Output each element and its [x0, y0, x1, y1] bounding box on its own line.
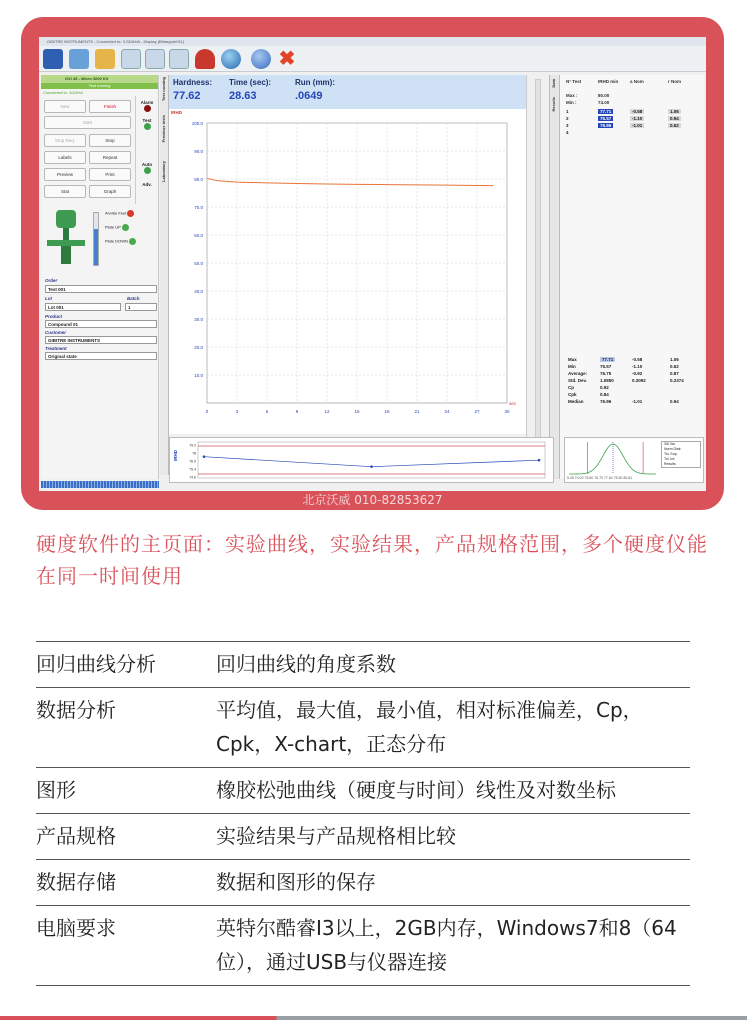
edit-graph-icon[interactable]	[145, 49, 165, 69]
x-tick-label: 30	[504, 409, 510, 414]
watermark: 北京沃威 010-82853627	[302, 493, 443, 507]
x-chart-tick: 76.0	[189, 459, 196, 464]
col-header: IRHD min	[598, 79, 619, 84]
col-header: N° Test	[566, 79, 582, 84]
tab-test-running[interactable]: Test running	[161, 77, 166, 101]
spec-row	[36, 906, 690, 986]
treatment-field[interactable]: Original state	[45, 352, 157, 360]
batch-label: Batch	[127, 296, 140, 301]
stat-cell: Average:	[568, 371, 588, 376]
stat-cell: 0.92	[600, 385, 609, 390]
tab-previous-tests[interactable]: Previous tests	[161, 115, 166, 143]
connected-label: Connected to: 3GDHA	[43, 90, 83, 95]
x-tick-label: 0	[205, 409, 209, 414]
stat-cell: -1.10	[632, 364, 643, 369]
legend-item: Tol. Sup.	[664, 452, 678, 456]
y-tick-label: 30.0	[194, 317, 203, 322]
stat-cell: 0.84	[600, 392, 609, 397]
x-chart-area	[198, 442, 545, 478]
customer-field[interactable]: GIBITRE INSTRUMENTS	[45, 336, 157, 344]
stat-cell: -1.01	[632, 399, 643, 404]
legend-item: Tol. Inf.	[664, 457, 676, 461]
stat-cell: Cpk	[568, 392, 577, 397]
spec-key: 回归曲线分析	[36, 652, 156, 676]
close-icon[interactable]: ✖	[278, 48, 296, 70]
y-tick-label: 40.0	[194, 289, 203, 294]
x-chart-tick: 78	[192, 451, 196, 456]
customer-label: Customer	[45, 330, 67, 335]
auto-label[interactable]: Auto	[141, 162, 153, 167]
spec-row	[36, 642, 690, 688]
stat-cell: 75.57	[600, 364, 612, 369]
results-panel	[549, 75, 704, 479]
preview-button[interactable]: Preview	[44, 168, 86, 181]
legend-item: Norm Distr.	[664, 447, 682, 451]
table-cell: -0.58	[632, 109, 643, 114]
connect-icon[interactable]	[43, 49, 63, 69]
edit-graph-2-icon[interactable]	[169, 49, 189, 69]
software-screenshot	[39, 37, 706, 491]
col-header: a Nom	[630, 79, 644, 84]
stat-cell: 0.2374	[670, 378, 684, 383]
y-tick-label: 80.0	[194, 177, 203, 182]
graph-icon[interactable]	[121, 49, 141, 69]
indicator-plate-down: Plate DOWN	[105, 238, 136, 245]
auto-indicator	[144, 167, 151, 174]
distribution-panel	[564, 437, 704, 483]
chart-icon[interactable]	[69, 49, 89, 69]
distribution-legend	[661, 441, 701, 468]
labels-button[interactable]: Labels	[44, 151, 86, 164]
x-tick-label: 9	[295, 409, 299, 414]
x-tick-label: 15	[354, 409, 360, 414]
indicator-plate-up: Plate UP	[105, 224, 129, 231]
table-cell: 77.71	[600, 109, 612, 114]
batch-field[interactable]: 1	[125, 303, 157, 311]
spec-key: 图形	[36, 778, 76, 802]
test-indicator	[144, 123, 151, 130]
instrument-area	[41, 204, 158, 276]
legend-item: 3/5 Var	[664, 442, 676, 446]
footer-bar	[0, 1016, 747, 1020]
lot-field[interactable]: Lot 001	[45, 303, 121, 311]
table-cell: 0.62	[670, 123, 679, 128]
spec-value: 回归曲线的角度系数	[216, 652, 396, 676]
stat-cell: 0.3092	[632, 378, 646, 383]
alarm-indicator	[144, 105, 151, 112]
readout-header	[169, 75, 526, 109]
tab-data[interactable]: Data	[551, 79, 556, 88]
tab-laboratory[interactable]: Laboratory	[161, 161, 166, 182]
table-cell: 3	[566, 123, 569, 128]
hardness-value: 77.62	[173, 90, 201, 102]
limit-label: Min :	[566, 100, 577, 105]
table-cell: 2	[566, 116, 569, 121]
x-tick-label: 6	[265, 409, 269, 414]
stat-cell: Median	[568, 399, 584, 404]
spec-value: 数据和图形的保存	[216, 870, 376, 894]
spec-key: 产品规格	[36, 824, 116, 848]
table-cell: 0.94	[670, 116, 679, 121]
alarm-label: Alarm	[140, 100, 154, 105]
figure-caption: 硬度软件的主页面：实验曲线，实验结果，产品规格范围，多个硬度仪能在同一时间使用	[36, 532, 708, 588]
y-tick-label: 100.0	[191, 121, 203, 126]
tab-results[interactable]: Results	[551, 97, 556, 112]
treatment-label: Treatment	[45, 346, 67, 351]
table-cell: -1.10	[632, 116, 643, 121]
order-label: Order	[45, 278, 58, 283]
x-tick-label: 18	[384, 409, 390, 414]
x-chart-point	[370, 465, 373, 468]
test-running-bar: Test running	[41, 83, 158, 89]
y-tick-label: 90.0	[194, 149, 203, 154]
window-title: GIBITRE INSTRUMENTS - Connected to: 3.GDAHA - Display (Bihargrub011)	[39, 37, 706, 46]
print-button[interactable]: Print	[89, 168, 131, 181]
time-value: 28.63	[229, 90, 257, 102]
spec-key: 数据分析	[36, 698, 116, 722]
x-chart-point	[538, 459, 541, 462]
order-fields	[41, 276, 158, 376]
stat-cell: 76.96	[600, 399, 612, 404]
test-label: Test	[142, 118, 152, 123]
x-chart-axis-label: IRHD	[173, 450, 178, 461]
run-label: Run (mm):	[295, 78, 335, 87]
spec-value: 英特尔酷睿I3以上，2GB内存，Windows7和8（64位），通过USB与仪器连接	[216, 916, 677, 974]
stat-cell: Cp	[568, 385, 574, 390]
left-panel	[41, 75, 159, 479]
x-tick-label: 24	[444, 409, 450, 414]
y-tick-label: 70.0	[194, 205, 203, 210]
table-cell: 75.57	[600, 116, 612, 121]
instrument-illustration	[47, 210, 85, 264]
spec-value: 实验结果与产品规格相比较	[216, 824, 456, 848]
spec-key: 电脑要求	[36, 916, 116, 940]
repeat-button[interactable]: Repeat	[89, 151, 131, 164]
spec-row	[36, 860, 690, 906]
hardness-chart	[169, 109, 526, 434]
x-chart-tick: 79.2	[189, 443, 196, 448]
run-value: .0649	[295, 90, 323, 102]
legend-item: Results	[664, 462, 676, 466]
screenshot-frame	[21, 17, 724, 510]
stat-cell: 77.71	[602, 357, 614, 362]
level-bar	[93, 212, 99, 266]
table-cell: 1	[566, 109, 569, 114]
stat-cell: 1.06	[670, 357, 679, 362]
spec-value: 平均值，最大值，最小值，相对标准偏差，Cp，Cpk，X-chart，正态分布	[216, 698, 643, 756]
x-tick-label: 3	[235, 409, 239, 414]
person-icon[interactable]	[195, 49, 215, 69]
spec-value: 橡胶松弛曲线（硬度与时间）线性及对数坐标	[216, 778, 616, 802]
spec-table	[36, 641, 690, 986]
graph-button[interactable]: Graph	[89, 185, 131, 198]
spec-row	[36, 768, 690, 814]
stat-cell: 0.94	[670, 399, 679, 404]
product-field[interactable]: Compound 01	[45, 320, 157, 328]
limit-label: Max :	[566, 93, 578, 98]
stat-button[interactable]: Stat	[44, 185, 86, 198]
button-area	[41, 96, 158, 204]
spec-key: 数据存储	[36, 870, 116, 894]
table-cell: -1.01	[632, 123, 643, 128]
spec-row	[36, 814, 690, 860]
stop-req-button[interactable]: Stop Req.	[44, 134, 86, 147]
time-label: Time (sec):	[229, 78, 272, 87]
vertical-tab-strip	[160, 75, 169, 475]
y-tick-label: 50.0	[194, 261, 203, 266]
spec-row	[36, 688, 690, 768]
globe-icon[interactable]	[221, 49, 241, 69]
x-chart-tick: 74.6	[189, 475, 196, 480]
x-tick-label: 12	[324, 409, 330, 414]
toolbar	[39, 46, 706, 72]
side-controls	[135, 96, 158, 204]
chart-svg	[169, 109, 526, 434]
order-field[interactable]: Test 001	[45, 285, 157, 293]
y-tick-label: 60.0	[194, 233, 203, 238]
chart-unit-label: IRHD	[171, 110, 182, 115]
x-axis-label: sec	[509, 401, 517, 406]
model-label: ISO 48 - Micro 3000 Kit	[41, 75, 158, 83]
x-chart-panel	[169, 437, 554, 483]
stat-cell: 0.62	[670, 364, 679, 369]
scrollbar[interactable]	[535, 79, 541, 469]
table-cell: 1.06	[670, 109, 679, 114]
stat-cell: Min	[568, 364, 576, 369]
x-chart-svg	[170, 438, 553, 482]
new-button[interactable]: New	[44, 100, 86, 113]
y-tick-label: 20.0	[194, 345, 203, 350]
stat-cell: Max	[568, 357, 577, 362]
y-tick-label: 10.0	[194, 373, 203, 378]
lot-label: Lot	[45, 296, 52, 301]
stat-cell: -0.58	[632, 357, 643, 362]
stat-cell: 1.0850	[600, 378, 614, 383]
x-chart-tick: 75.4	[189, 467, 196, 472]
stat-cell: 0.87	[670, 371, 679, 376]
x-tick-label: 27	[474, 409, 480, 414]
distribution-ticks: 5.45 74.00 75.80 76.70 77.64 78.50 80.81	[567, 476, 633, 480]
col-header: r Nom	[668, 79, 682, 84]
finish-button[interactable]: Finish	[89, 100, 131, 113]
table-cell: 76.96	[600, 123, 612, 128]
product-label: Product	[45, 314, 63, 319]
limit-value: 74.00	[598, 100, 610, 105]
table-icon[interactable]	[95, 49, 115, 69]
chart-scrollbar-area	[526, 75, 549, 479]
stat-cell: Std. Dev.	[568, 378, 587, 383]
stat-cell: 76.75	[600, 371, 612, 376]
table-cell: 4	[566, 130, 569, 135]
progress-bar	[41, 481, 159, 488]
x-tick-label: 21	[414, 409, 420, 414]
stat-cell: -0.92	[632, 371, 643, 376]
start-button[interactable]: Start	[44, 116, 131, 129]
stop-button[interactable]: Stop	[89, 134, 131, 147]
limit-value: 80.00	[598, 93, 610, 98]
x-chart-point	[203, 455, 206, 458]
help-icon[interactable]	[251, 49, 271, 69]
hardness-label: Hardness:	[173, 78, 213, 87]
indicator-anvil: Anvilar Feet	[105, 210, 134, 217]
adv-label[interactable]: Adv.	[142, 182, 152, 187]
